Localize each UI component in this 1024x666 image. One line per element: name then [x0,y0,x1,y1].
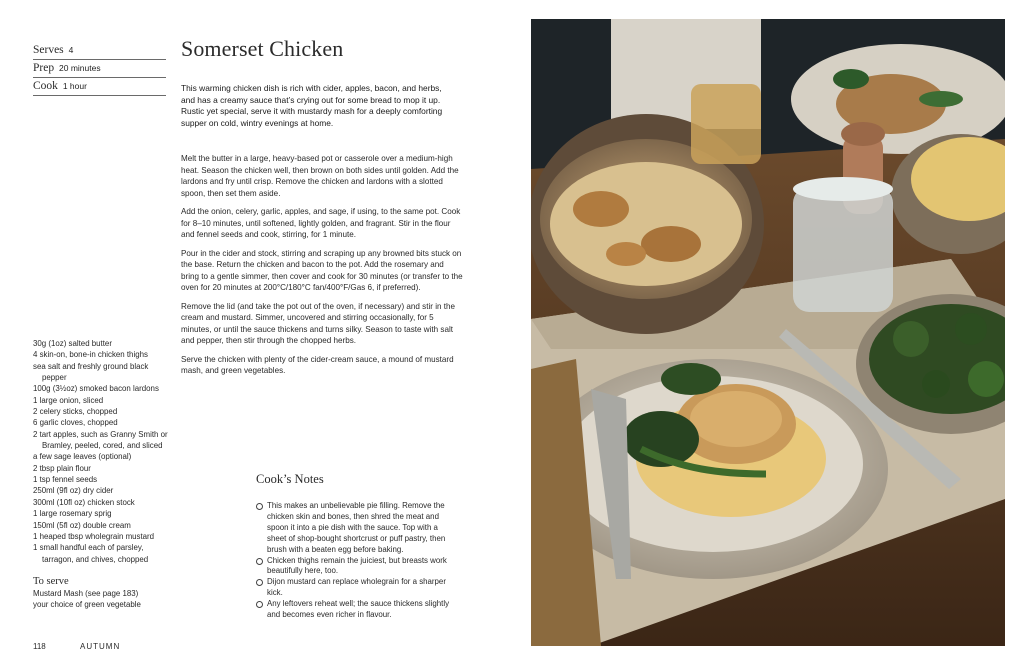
ingredient-item: 100g (3½oz) smoked bacon lardons [33,384,159,394]
note-text: Chicken thighs remain the juiciest, but breasts work beautifully here, too. [267,555,447,576]
ingredient-item: sea salt and freshly ground black pepper [33,361,149,383]
note-text: This makes an unbelievable pie filling. Remove the chicken skin and bones, then shred the meat and spoon it into a pie dish with the sauce. Top with a sheet of shop-bought shortcrust or puff pastry, then brush with a beaten egg before baking. [267,501,446,554]
ingredient-item: 2 celery sticks, chopped [33,407,118,417]
page-number: 118 [33,642,46,651]
food-photo-illustration [531,19,1005,646]
ingredient-item: 30g (1oz) salted butter [33,339,112,348]
note-item [256,599,456,621]
to-serve-item: Mustard Mash (see page 183) [33,589,139,598]
prep-value: 20 minutes [59,63,101,73]
to-serve-heading: To serve [33,576,69,587]
ingredient-item: 4 skin-on, bone-in chicken thighs [33,350,148,360]
prep-row [33,60,166,78]
cooks-notes-heading: Cook’s Notes [256,472,324,486]
circle-bullet-icon [256,601,263,608]
ingredients-list [33,338,173,565]
recipe-title: Somerset Chicken [181,36,344,61]
circle-bullet-icon [256,558,263,565]
note-text: Any leftovers reheat well; the sauce thickens slightly and becomes even richer in flavour. [267,599,450,620]
note-item [256,556,456,578]
ingredient-item: 1 heaped tbsp wholegrain mustard [33,531,155,541]
circle-bullet-icon [256,503,263,510]
serves-label: Serves [33,44,64,56]
ingredient-item: 150ml (5fl oz) double cream [33,520,131,530]
ingredient-item: 6 garlic cloves, chopped [33,418,118,428]
recipe-intro: This warming chicken dish is rich with cider, apples, bacon, and herbs, and has a creamy sauce that’s crying out for some bread to mop it up. Rustic yet special, serve it with mustardy mash for a deeply comforting supper on cold, wintry evenings at home. [181,83,443,128]
ingredient-item: 1 small handful each of parsley, tarragon, and chives, chopped [33,543,149,564]
note-item [256,577,456,599]
page-footer [33,642,120,651]
ingredient-item: 300ml (10fl oz) chicken stock [33,497,135,507]
ingredient-item: 2 tart apples, such as Granny Smith or Bramley, peeled, cored, and sliced [33,429,168,451]
method-steps [181,153,464,384]
serves-value: 4 [68,45,74,55]
method-step: Pour in the cider and stock, stirring and scraping up any browned bits stuck on the base. Return the chicken and bacon to the pot. Add the rosemary and bring to a gentle simmer, then cover and cook for 30 minutes (or transfer to the oven for 20 minutes at 200°C/180°C fan/400°F/Gas 6, if preferred). [181,248,463,292]
ingredient-item: 1 large onion, sliced [33,395,104,405]
food-photo [531,19,1005,646]
prep-label: Prep [33,62,55,74]
method-step: Melt the butter in a large, heavy-based pot or casserole over a medium-high heat. Season the chicken well, then brown on both sides until golden. Add the lardons and fry until crisp. Remove the chicken and lardons with a slotted spoon, then set them aside. [181,154,459,198]
recipe-meta [33,42,166,96]
method-step: Serve the chicken with plenty of the cider-cream sauce, a mound of mustard mash, and green vegetables. [181,354,454,375]
cook-row [33,78,166,96]
ingredient-item: 250ml (9fl oz) dry cider [33,486,114,496]
method-step: Remove the lid (and take the pot out of the oven, if necessary) and stir in the cream and mustard. Simmer, uncovered and stirring occasionally, for 5 minutes, or until the sauce thickens and turns silky. Season to taste with salt and pepper, then stir through the chopped herbs. [181,301,455,345]
cook-value: 1 hour [62,81,87,91]
cooks-notes [256,472,456,621]
serves-row [33,42,166,60]
ingredient-item: a few sage leaves (optional) [33,452,132,462]
to-serve-section [33,575,173,611]
ingredient-item: 1 large rosemary sprig [33,509,112,519]
ingredient-item: 2 tbsp plain flour [33,463,91,473]
to-serve-item: your choice of green vegetable [33,600,141,610]
note-item [256,501,456,556]
section-name: AUTUMN [80,642,121,651]
cook-label: Cook [33,80,58,92]
method-step: Add the onion, celery, garlic, apples, and sage, if using, to the same pot. Cook for 8–10 minutes, until softened, lightly golden, and fragrant. Stir in the flour and fennel seeds and cook, stirring, for 1 minute. [181,207,461,239]
note-text: Dijon mustard can replace wholegrain for a sharper kick. [267,577,446,598]
circle-bullet-icon [256,579,263,586]
ingredient-item: 1 tsp fennel seeds [33,475,98,485]
